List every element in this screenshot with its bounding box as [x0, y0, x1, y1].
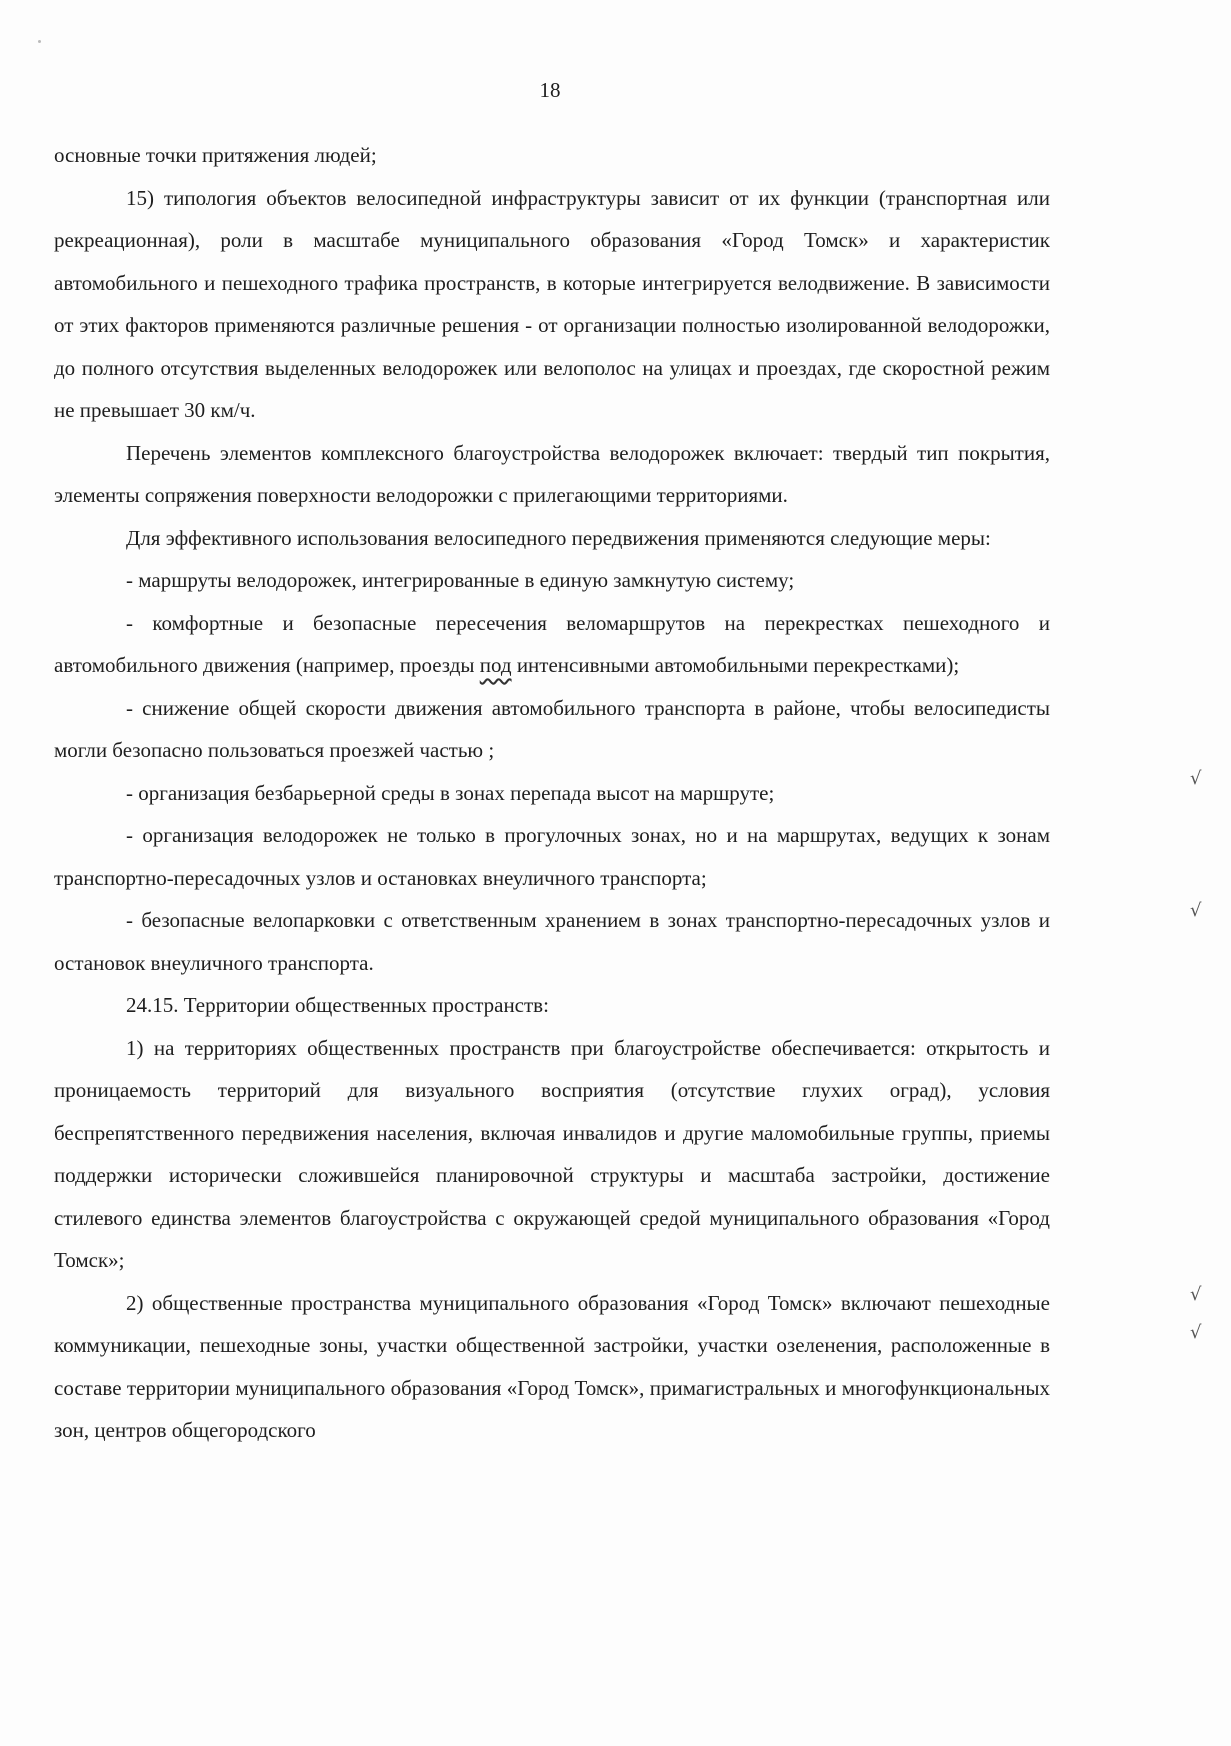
page-number: 18 — [539, 78, 561, 102]
paragraph-13: 2) общественные пространства муниципального образования «Город Томск» включают пешеходные коммуникации, пешеходные зоны, участки общественной застройки, участки озеленения, расположенные в составе территории муниципального образования «Город Томск», примагистральных и многофункциональных зон, центров общегородского — [54, 1290, 1050, 1442]
paragraph-8: - организация безбарьерной среды в зонах перепада высот на маршруте; — [126, 780, 775, 805]
scan-speck — [38, 40, 41, 43]
paragraph-5: - маршруты велодорожек, интегрированные в единую замкнутую систему; — [126, 568, 795, 592]
margin-check-mark-3: √ — [1190, 1284, 1202, 1305]
document-body — [54, 134, 1050, 1452]
paragraph-3: Перечень элементов комплексного благоустройства велодорожек включает: твердый тип покрытия, элементы сопряжения поверхности велодорожки с прилегающими территориями. — [54, 440, 1050, 507]
paragraph-6-underlined: под — [479, 653, 512, 677]
margin-check-mark-2: √ — [1190, 900, 1202, 921]
paragraph-12: 1) на территориях общественных пространств при благоустройстве обеспечивается: открытость и проницаемость территорий для визуального восприятия (отсутствие глухих оград), условия беспрепятственного передвижения населения, включая инвалидов и другие маломобильные группы, приемы поддержки исторически сложившейся планировочной структуры и масштаба застройки, достижение стилевого единства элементов благоустройства с окружающей средой муниципального образования «Город Томск»; — [54, 1035, 1050, 1272]
paragraph-6-after: интенсивными автомобильными перекрестками); — [511, 653, 960, 677]
paragraph-1: основные точки притяжения людей; — [54, 143, 377, 167]
margin-check-mark-1: √ — [1190, 768, 1202, 789]
paragraph-7: - снижение общей скорости движения автомобильного транспорта в районе, чтобы велосипедисты могли безопасно пользоваться проезжей частью ; — [54, 695, 1050, 762]
paragraph-10: - безопасные велопарковки с ответственным хранением в зонах транспортно-пересадочных узлов и остановок внеуличного транспорта. — [54, 908, 1050, 975]
margin-check-mark-4: √ — [1190, 1322, 1202, 1343]
paragraph-9: - организация велодорожек не только в прогулочных зонах, но и на маршрутах, ведущих к зонам транспортно-пересадочных узлов и остановках внеуличного транспорта; — [54, 823, 1050, 890]
paragraph-4: Для эффективного использования велосипедного передвижения применяются следующие меры: — [126, 525, 991, 550]
paragraph-2: 15) типология объектов велосипедной инфраструктуры зависит от их функции (транспортная или рекреационная), роли в масштабе муниципального образования «Город Томск» и характеристик автомобильного и пешеходного трафика пространств, в которые интегрируется велодвижение. В зависимости от этих факторов применяются различные решения - от организации полностью изолированной велодорожки, до полного отсутствия выделенных велодорожек или велополос на улицах и проездах, где скоростной режим не превышает 30 км/ч. — [54, 185, 1050, 422]
paragraph-6-before: - комфортные и безопасные пересечения веломаршрутов на перекрестках пешеходного и автомобильного движения (например, проезды — [54, 610, 1050, 677]
paragraph-11: 24.15. Территории общественных пространств: — [126, 993, 549, 1017]
paragraph-6 — [54, 602, 1050, 687]
